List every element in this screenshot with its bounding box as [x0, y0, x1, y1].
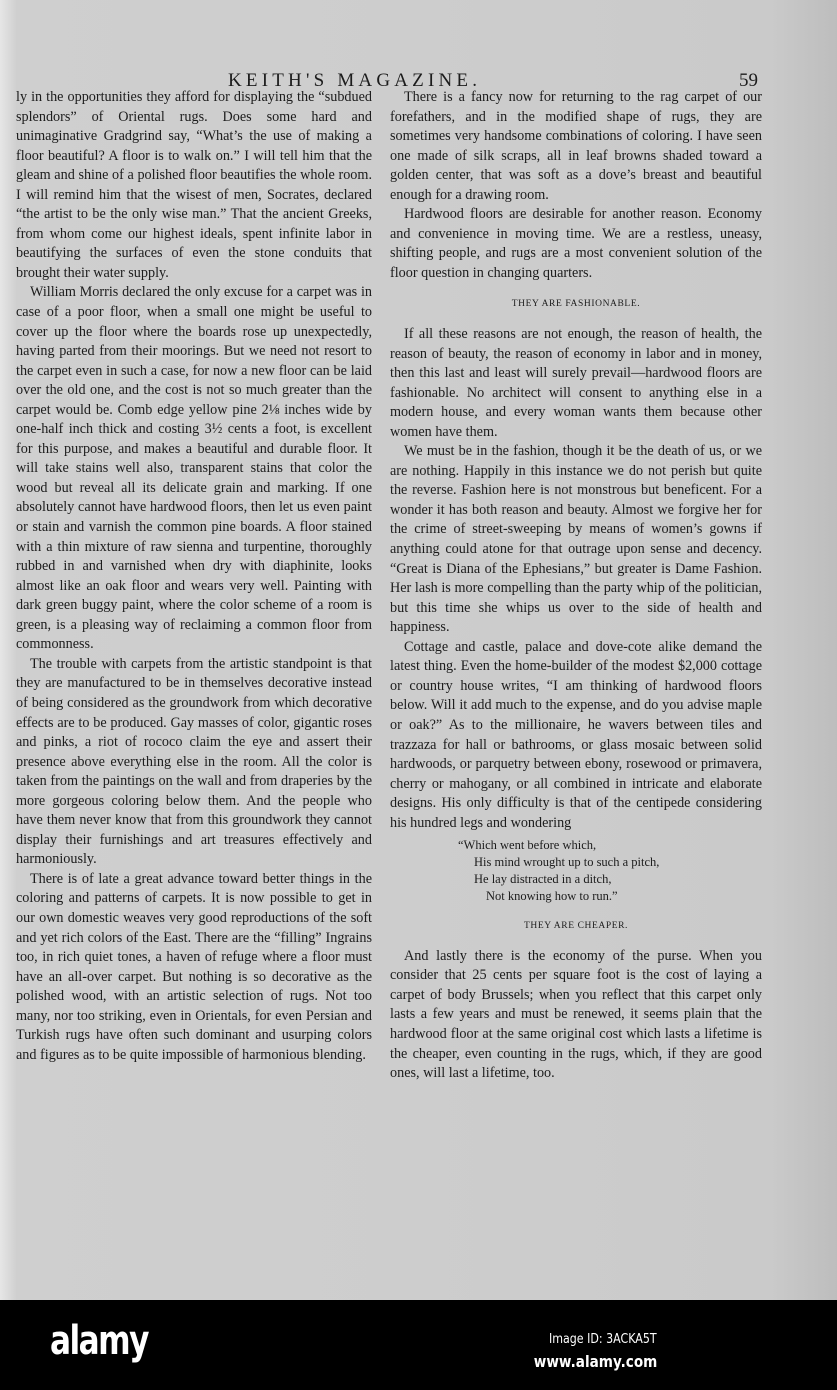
- watermark-banner: [0, 1300, 837, 1390]
- paragraph: Cottage and castle, palace and dove-cote alike demand the latest thing. Even the home-builder of the modest $2,000 cottage or country house writes, “I am thinking of hardwood floors below. Will it add much to the expense, and do you advise maple or oak?” As to the millionaire, he wavers between tiles and trazzaza for hall or bathrooms, or glass mosaic between solid hardwoods, or parquetry between ebony, rosewood or primavera, cherry or mahogany, or all combined in intricate and elaborate designs. His only difficulty is that of the centipede considering his hundred legs and wondering: [390, 638, 762, 831]
- paragraph: The trouble with carpets from the artistic standpoint is that they are manufactured to be in themselves decorative instead of being considered as the groundwork from which decorative effects are to be produced. Gay masses of color, gigantic roses and pinks, a riot of rococo claim the eye and assert their presence above everything else in the room. All the color is taken from the paintings on the wall and from draperies by the more gorgeous coloring below them. And the people who have them never know that from this groundwork they cannot display their furnishings and art treasures effectively and harmoniously.: [16, 655, 372, 868]
- section-heading: THEY ARE FASHIONABLE.: [511, 299, 641, 310]
- paragraph: William Morris declared the only excuse for a carpet was in case of a poor floor, when a small one might be useful to cover up the floor where the boards rose up unexpectedly, having parted from their moorings. But we need not resort to the carpet even in such a case, for now a new floor can be laid over the old one, and the cost is not so much greater than the carpet would be. Comb edge yellow pine 2⅛ inches wide by one-half inch thick and costing 3½ cents a foot, is excellent for this purpose, and makes a beautiful and durable floor. It will take stains well also, transparent stains that color the wood but reveal all its delicate grain and marking. If one absolutely cannot have hardwood floors, then let us even paint or stain and varnish the common pine boards. A floor stained with a thin mixture of raw sienna and turpentine, thoroughly rubbed in and varnished when dry with diaphinite, looks almost like an oak floor and wears very well. Painting with dark green buggy paint, where the color scheme of a room is green, is a pleasing way of reclaiming a common floor from commonness.: [16, 284, 372, 653]
- paragraph: Hardwood floors are desirable for another reason. Economy and convenience in moving time. We are a restless, uneasy, shifting people, and rugs are a most convenient solution of the floor question in changing quarters.: [390, 206, 762, 281]
- site-url: www.alamy.com: [533, 1352, 657, 1371]
- paragraph: There is of late a great advance toward better things in the coloring and patterns of carpets. It is now possible to get in our own domestic weaves very good reproductions of the soft and yet rich colors of the East. There are the “filling” Ingrains too, in rich quiet tones, a haven of refuge where a floor must have an all-over carpet. But nothing is so decorative as the polished wood, with an artistic selection of rugs. Not too many, nor too striking, even in Orientals, for even Persian and Turkish rugs have often such dominant and usurping colors and figures as to be quite impossible of harmonious blending.: [16, 870, 372, 1063]
- poem-quote: [458, 837, 762, 905]
- magazine-title: KEITH'S MAGAZINE.: [228, 70, 482, 91]
- poem-line: He lay distracted in a ditch,: [474, 872, 612, 887]
- section-heading: THEY ARE CHEAPER.: [523, 921, 629, 932]
- image-id: Image ID: 3ACKA5T: [549, 1332, 657, 1347]
- paragraph: We must be in the fashion, though it be the death of us, or we are nothing. Happily in this instance we do not perish but quite the reverse. Fashion here is not monstrous but beneficent. For a wonder it has both reason and beauty. Almost we forgive her for the crime of street-sweeping by means of women’s gowns if anything could atone for that outrage upon sense and decency. “Great is Diana of the Ephesians,” but greater is Dame Fashion. Her lash is more compelling than the party whip of the politician, but this time she whips us over to the side of health and happiness.: [390, 443, 762, 636]
- alamy-logo: alamy: [50, 1318, 148, 1364]
- paragraph: ly in the opportunities they afford for displaying the “subdued splendors” of Oriental rugs. Does some hard and unimaginative Gradgrind say, “What’s the use of making a floor beautiful? A floor is to walk on.” I will tell him that the gleam and shine of a polished floor beautifies the whole room. I will remind him that the wisest of men, Socrates, declared “the artist to be the only wise man.” That the ancient Greeks, from whom come our highest ideals, spent infinite labor in beautifying the surfaces of even the stone conduits that brought their water supply.: [16, 89, 372, 281]
- paragraph: And lastly there is the economy of the purse. When you consider that 25 cents per square foot is the cost of laying a carpet of body Brussels; when you reflect that this carpet only lasts a few years and must be renewed, it seems plain that the hardwood floor at the same original cost which lasts a lifetime is the cheaper, even counting in the rugs, which, if they are good ones, will last a lifetime, too.: [390, 947, 762, 1082]
- left-column: [16, 88, 372, 1065]
- paragraph: If all these reasons are not enough, the reason of health, the reason of beauty, the reason of economy in labor and in money, then this last and least will surely prevail—hardwood floors are fashionable. No architect will consent to anything else in a modern house, and every woman wants them because other women have them.: [390, 326, 762, 440]
- page-number: 59: [739, 70, 758, 91]
- right-column: [390, 88, 762, 1084]
- poem-line: His mind wrought up to such a pitch,: [474, 855, 660, 870]
- poem-line: “Which went before which,: [458, 838, 597, 853]
- poem-line: Not knowing how to run.”: [486, 889, 618, 904]
- paragraph: There is a fancy now for returning to the rag carpet of our forefathers, and in the modified shape of rugs, they are sometimes very handsome combinations of coloring. I have seen one made of silk scraps, all in leaf browns shaded toward a golden center, that was soft as a dove’s breast and beautiful enough for a drawing room.: [390, 89, 762, 203]
